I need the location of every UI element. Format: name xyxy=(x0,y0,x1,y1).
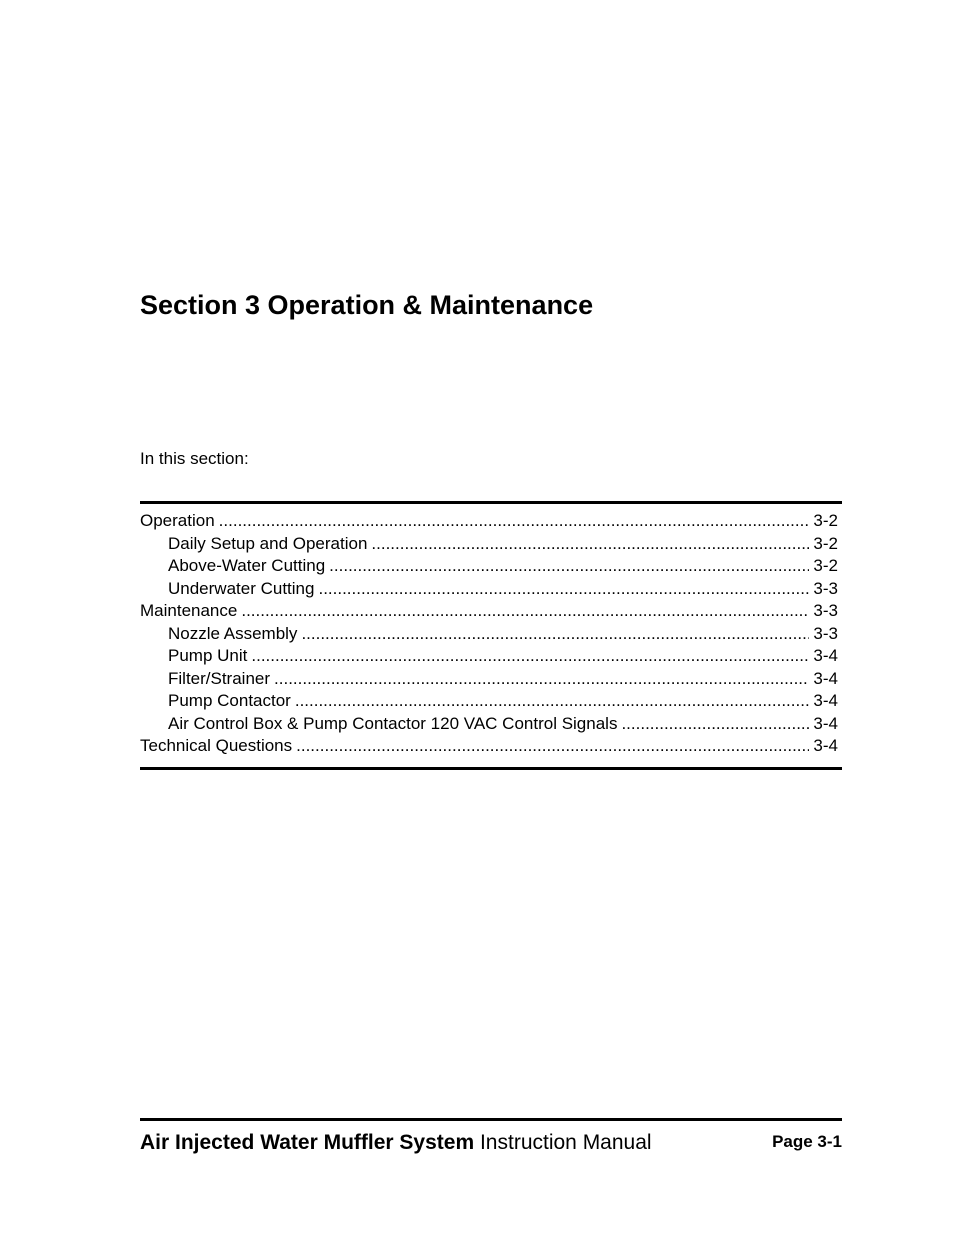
toc-entry-label: Pump Contactor xyxy=(168,691,291,710)
toc-entry[interactable] xyxy=(140,510,842,533)
toc-entry[interactable] xyxy=(140,555,842,578)
toc-entry[interactable] xyxy=(140,668,842,691)
toc-entry-page: 3-4 xyxy=(813,668,838,688)
toc-entry-page: 3-3 xyxy=(813,623,838,643)
toc-entry-label: Maintenance xyxy=(140,601,238,620)
toc-entry-page: 3-4 xyxy=(813,646,838,665)
toc-leader-dots xyxy=(295,690,810,713)
toc-entry-page: 3-4 xyxy=(813,713,838,733)
toc-leader-dots xyxy=(296,735,809,758)
section-title: Section 3 Operation & Maintenance xyxy=(140,290,594,320)
toc-entry[interactable] xyxy=(140,713,842,736)
toc-leader-dots xyxy=(621,713,809,736)
footer-title-bold: Air Injected Water Muffler System xyxy=(140,1131,475,1154)
toc-entry-page: 3-2 xyxy=(813,533,838,553)
toc-entry-page: 3-4 xyxy=(813,691,838,710)
toc-entry-page: 3-2 xyxy=(813,556,838,575)
toc-entry-label: Technical Questions xyxy=(140,736,293,755)
toc-entry-page: 3-2 xyxy=(813,511,838,530)
toc-entry-page: 3-3 xyxy=(813,578,838,598)
toc-entry[interactable] xyxy=(140,533,842,556)
toc-entry[interactable] xyxy=(140,578,842,601)
toc-entry-label: Underwater Cutting xyxy=(168,578,315,598)
toc-entry-label: Nozzle Assembly xyxy=(168,623,298,643)
toc-leader-dots xyxy=(301,623,809,646)
toc-entry-label: Operation xyxy=(140,511,215,530)
toc-entry-label: Daily Setup and Operation xyxy=(168,533,368,553)
toc-entry[interactable] xyxy=(140,623,842,646)
toc-entry[interactable] xyxy=(140,645,842,668)
toc-leader-dots xyxy=(371,533,809,556)
footer-divider xyxy=(140,1118,842,1121)
toc-leader-dots xyxy=(329,555,809,578)
toc-leader-dots xyxy=(241,600,809,623)
table-of-contents xyxy=(140,501,842,770)
toc-entry-page: 3-3 xyxy=(813,601,838,620)
toc-leader-dots xyxy=(219,510,810,533)
toc-entry[interactable] xyxy=(140,600,842,623)
toc-entry[interactable] xyxy=(140,735,842,758)
toc-entry-label: Filter/Strainer xyxy=(168,668,271,688)
toc-entry-page: 3-4 xyxy=(813,736,838,755)
footer-manual-title xyxy=(140,1131,652,1155)
toc-leader-dots xyxy=(251,645,809,668)
footer-title-regular: Instruction Manual xyxy=(474,1131,652,1154)
toc-entry-label: Pump Unit xyxy=(168,646,248,665)
toc-leader-dots xyxy=(274,668,809,691)
toc-entry-label: Above-Water Cutting xyxy=(168,556,326,575)
toc-leader-dots xyxy=(318,578,809,601)
page-number: Page 3-1 xyxy=(772,1132,842,1151)
toc-entry-label: Air Control Box & Pump Contactor 120 VAC Control Signals xyxy=(168,713,618,733)
toc-entry[interactable] xyxy=(140,690,842,713)
intro-text: In this section: xyxy=(140,449,249,468)
